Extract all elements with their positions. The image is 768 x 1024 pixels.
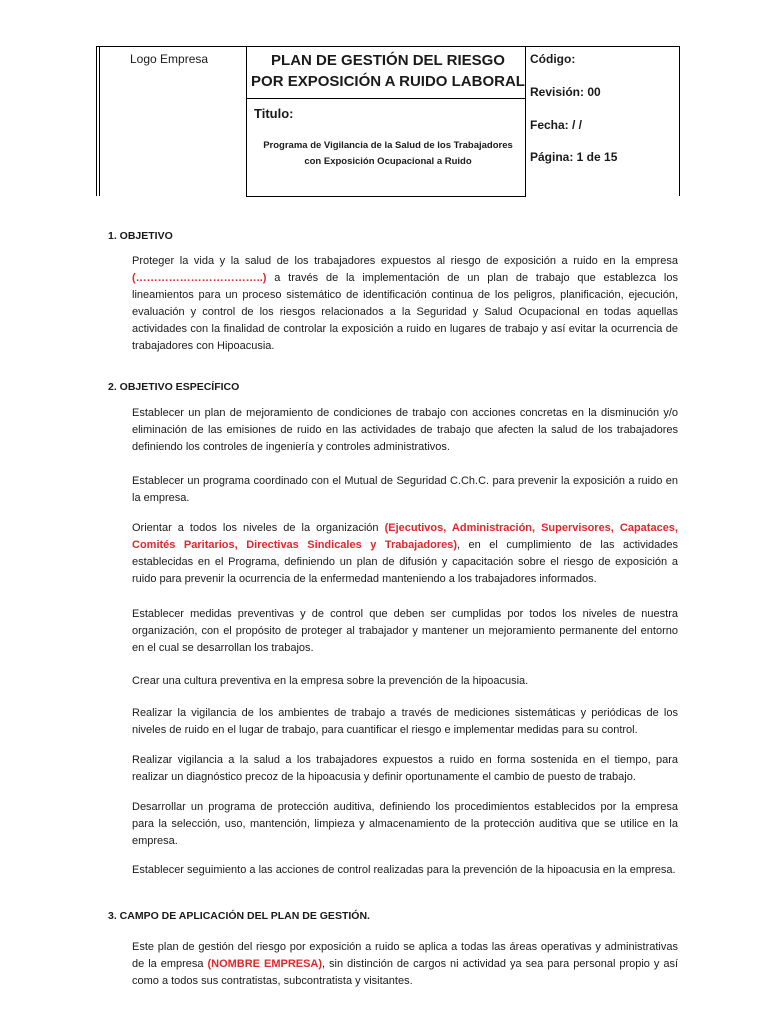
campo-text-a: Este plan de gestión del riesgo por exposición a ruido se aplica a todas las áreas operativas y administrativas de la empresa: [132, 941, 678, 970]
campo-text-b: , sin distinción de cargos ni actividad ya sea para personal propio y así como a todos sus contratistas, subcontratista y visitantes.: [132, 958, 679, 987]
especifico-paragraph-1: Establecer un plan de mejoramiento de condiciones de trabajo con acciones concretas en la disminución y/o eliminación de las emisiones de ruido en las actividades de trabajo que afecten la salud de los trabajadores definiendo los controles de ingeniería y controles administrativos.: [132, 407, 678, 453]
section-campo-title: 3. CAMPO DE APLICACIÓN DEL PLAN DE GESTIÓN.: [108, 910, 370, 922]
campo-paragraph: [132, 939, 678, 990]
header-title-divider: [246, 98, 526, 99]
especifico-paragraph-3: [132, 520, 678, 588]
section-especifico-title: 2. OBJETIVO ESPECÍFICO: [108, 381, 240, 393]
program-subtitle-line-2: con Exposición Ocupacional a Ruido: [304, 156, 472, 167]
codigo-field: Código:: [530, 52, 576, 66]
header-divider-1: [246, 46, 247, 196]
document-title: [250, 50, 526, 92]
titulo-label: Titulo:: [254, 106, 294, 121]
logo-placeholder: Logo Empresa: [130, 52, 209, 66]
document-title-line-1: PLAN DE GESTIÓN DEL RIESGO: [271, 52, 505, 69]
section-objetivo-paragraph: [132, 253, 678, 355]
pagina-field: Página: 1 de 15: [530, 150, 618, 164]
organization-levels-highlight: (Ejecutivos, Administración, Supervisores, Capataces, Comités Paritarios, Directivas Sindicales y Trabajadores): [132, 522, 678, 551]
especifico-paragraph-5: Crear una cultura preventiva en la empresa sobre la prevención de la hipoacusia.: [132, 675, 529, 687]
header-top-border: [96, 46, 680, 47]
especifico-p3-text-a: Orientar a todos los niveles de la organización: [132, 522, 385, 534]
especifico-paragraph-7: Realizar vigilancia a la salud a los trabajadores expuestos a ruido en forma sostenida en el tiempo, para realizar un diagnóstico precoz de la hipoacusia y definir oportunamente el cambio de puesto de trabajo.: [132, 754, 678, 783]
program-subtitle-line-1: Programa de Vigilancia de la Salud de los Trabajadores: [263, 140, 513, 151]
especifico-p3-text-b: , en el cumplimiento de las actividades establecidas en el Programa, definiendo un plan de difusión y capacitación sobre el riesgo de exposición a ruido para prevenir la ocurrencia de la enfermedad manteniendo a los trabajadores informados.: [132, 539, 678, 585]
company-placeholder: (……………………………..): [132, 272, 267, 284]
especifico-paragraph-2: Establecer un programa coordinado con el Mutual de Seguridad C.Ch.C. para prevenir la exposición a ruido en la empresa.: [132, 475, 678, 504]
section-objetivo-title: 1. OBJETIVO: [108, 230, 173, 242]
especifico-paragraph-6: Realizar la vigilancia de los ambientes de trabajo a través de mediciones sistemáticas y periódicas de los niveles de ruido en el lugar de trabajo, para cuantificar el riesgo e implementar medidas para su control.: [132, 707, 678, 736]
fecha-field: Fecha: / /: [530, 118, 583, 132]
header-left-border-inner: [99, 46, 100, 196]
objetivo-text-b: a través de la implementación de un plan de trabajo que establezca los lineamientos para un proceso sistemático de identificación continua de los peligros, planificación, ejecución, evaluación y control de los riesgos relacionados a la Seguridad y Salud Ocupacional en todas aquellas actividades con la finalidad de controlar la exposición a ruido en lugares de trabajo y así evitar la ocurrencia de trabajadores con Hipoacusia.: [132, 272, 678, 352]
company-name-placeholder: (NOMBRE EMPRESA): [207, 958, 323, 970]
objetivo-text-a: Proteger la vida y la salud de los trabajadores expuestos al riesgo de exposición a ruido en la empresa: [132, 255, 678, 267]
header-left-border: [96, 46, 97, 196]
program-subtitle: [250, 138, 526, 170]
header-right-border: [679, 46, 680, 196]
header-bottom-border: [246, 196, 526, 197]
especifico-paragraph-9: Establecer seguimiento a las acciones de control realizadas para la prevención de la hipoacusia en la empresa.: [132, 864, 676, 876]
especifico-paragraph-8: Desarrollar un programa de protección auditiva, definiendo los procedimientos establecidos por la empresa para la selección, uso, mantención, limpieza y almacenamiento de la protección auditiva que se utilice en la empresa.: [132, 801, 678, 847]
revision-field: Revisión: 00: [530, 85, 601, 99]
document-title-line-2: POR EXPOSICIÓN A RUIDO LABORAL: [251, 73, 525, 90]
especifico-paragraph-4: Establecer medidas preventivas y de control que deben ser cumplidas por todos los niveles de nuestra organización, con el propósito de proteger al trabajador y mantener un mejoramiento permanente del entorno en el cual se desarrollan los trabajos.: [132, 608, 678, 654]
